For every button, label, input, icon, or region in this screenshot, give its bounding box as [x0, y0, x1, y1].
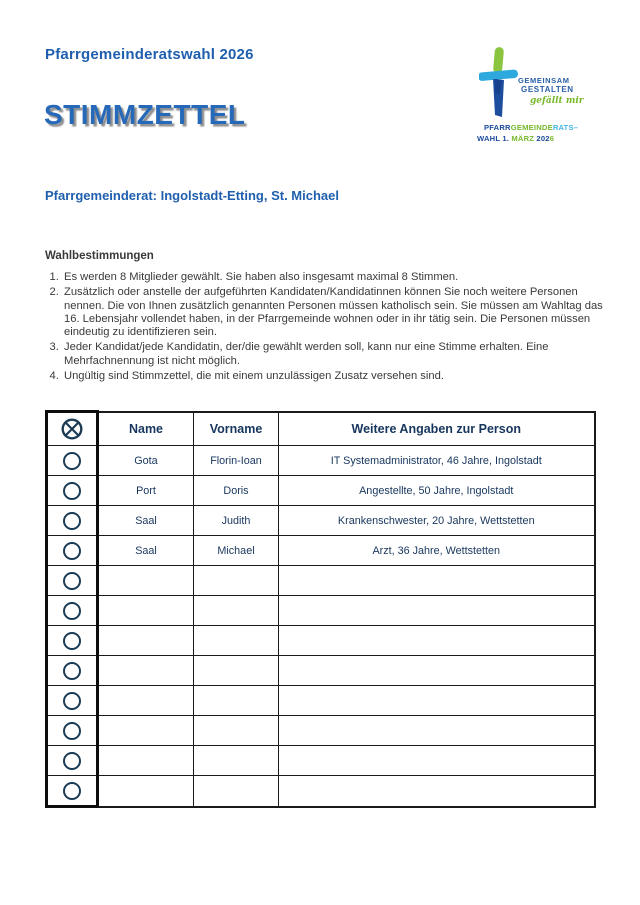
cell-vorname: [194, 626, 279, 656]
cell-info: Angestellte, 50 Jahre, Ingolstadt: [279, 476, 595, 506]
rules-list: [45, 271, 618, 385]
vote-cell[interactable]: [47, 446, 98, 476]
cell-name: [98, 776, 194, 807]
vote-cell[interactable]: [47, 566, 98, 596]
vote-cell[interactable]: [47, 686, 98, 716]
campaign-text-part: GEMEINDE: [510, 123, 553, 132]
write-in-row: [47, 716, 595, 746]
cell-info: [279, 626, 595, 656]
rules-heading: Wahlbestimmungen: [45, 250, 154, 262]
vote-circle-icon[interactable]: [63, 752, 81, 770]
cell-info: Arzt, 36 Jahre, Wettstetten: [279, 536, 595, 566]
candidate-row: [47, 536, 595, 566]
cell-name: [98, 656, 194, 686]
cell-vorname: [194, 656, 279, 686]
cell-info: [279, 686, 595, 716]
cell-name: [98, 686, 194, 716]
campaign-text-part: WAHL 1.: [477, 134, 512, 143]
campaign-text-line2: [477, 134, 554, 143]
cell-info: [279, 566, 595, 596]
cell-vorname: [194, 686, 279, 716]
campaign-text-line1: [484, 123, 578, 132]
campaign-text-part: 202: [534, 134, 550, 143]
candidate-row: [47, 506, 595, 536]
rule-item: 4. Ungültig sind Stimmzettel, die mit einem unzulässigen Zusatz versehen sind.: [62, 370, 618, 383]
cell-info: [279, 596, 595, 626]
campaign-text-part: 6: [549, 134, 555, 143]
cell-info: Krankenschwester, 20 Jahre, Wettstetten: [279, 506, 595, 536]
vote-circle-icon[interactable]: [63, 662, 81, 680]
cell-vorname: [194, 776, 279, 807]
vote-circle-icon[interactable]: [63, 512, 81, 530]
vote-cell[interactable]: [47, 626, 98, 656]
vote-mark-header-cell: [47, 412, 98, 446]
rule-item: 3. Jeder Kandidat/jede Kandidatin, der/die gewählt werden soll, kann nur eine Stimme erhalten. Eine Mehrfachnennung ist nicht möglich.: [62, 341, 618, 368]
logo-text-gestalten: GESTALTEN: [521, 85, 574, 94]
candidate-row: [47, 446, 595, 476]
cell-vorname: [194, 716, 279, 746]
candidates-table: [45, 410, 596, 808]
table-header-row: [47, 412, 595, 446]
vote-cell[interactable]: [47, 716, 98, 746]
cell-vorname: Doris: [194, 476, 279, 506]
cell-info: [279, 776, 595, 807]
cell-info: [279, 656, 595, 686]
cell-vorname: [194, 596, 279, 626]
vote-circle-icon[interactable]: [63, 632, 81, 650]
rule-item: 1. Es werden 8 Mitglieder gewählt. Sie haben also insgesamt maximal 8 Stimmen.: [62, 271, 618, 284]
write-in-row: [47, 686, 595, 716]
write-in-row: [47, 596, 595, 626]
cell-vorname: [194, 746, 279, 776]
write-in-row: [47, 656, 595, 686]
campaign-text-part: MÄRZ: [511, 134, 535, 143]
vote-circle-icon[interactable]: [63, 692, 81, 710]
cell-vorname: Michael: [194, 536, 279, 566]
vote-circle-icon[interactable]: [63, 782, 81, 800]
cell-name: [98, 596, 194, 626]
write-in-row: [47, 776, 595, 807]
cell-info: IT Systemadministrator, 46 Jahre, Ingolstadt: [279, 446, 595, 476]
campaign-text-part: PFARR: [484, 123, 511, 132]
cell-name: Saal: [98, 536, 194, 566]
brush-cross-icon: [479, 46, 519, 118]
write-in-row: [47, 746, 595, 776]
vote-cell[interactable]: [47, 476, 98, 506]
vote-circle-icon[interactable]: [63, 722, 81, 740]
column-header-info: Weitere Angaben zur Person: [279, 412, 595, 446]
write-in-row: [47, 626, 595, 656]
vote-cell[interactable]: [47, 776, 98, 807]
cell-name: [98, 746, 194, 776]
cell-vorname: [194, 566, 279, 596]
cell-name: Port: [98, 476, 194, 506]
vote-cell[interactable]: [47, 506, 98, 536]
column-header-name: Name: [98, 412, 194, 446]
logo-text-gemeinsam: GEMEINSAM: [518, 76, 570, 85]
logo-tagline: gefällt mir: [530, 96, 584, 106]
cell-vorname: Florin-Ioan: [194, 446, 279, 476]
cell-name: Saal: [98, 506, 194, 536]
vote-cell[interactable]: [47, 746, 98, 776]
vote-circle-icon[interactable]: [63, 542, 81, 560]
cell-name: Gota: [98, 446, 194, 476]
vote-circle-icon[interactable]: [63, 572, 81, 590]
vote-circle-icon[interactable]: [63, 602, 81, 620]
ballot-heading: STIMMZETTEL: [44, 99, 246, 130]
vote-cell[interactable]: [47, 656, 98, 686]
parish-line: Pfarrgemeinderat: Ingolstadt-Etting, St. Michael: [45, 188, 339, 203]
cell-vorname: Judith: [194, 506, 279, 536]
candidate-row: [47, 476, 595, 506]
vote-circle-icon[interactable]: [63, 452, 81, 470]
cell-info: [279, 746, 595, 776]
cell-name: [98, 716, 194, 746]
vote-cell[interactable]: [47, 596, 98, 626]
column-header-vorname: Vorname: [194, 412, 279, 446]
cell-info: [279, 716, 595, 746]
campaign-logo: [477, 43, 597, 155]
rule-item: 2. Zusätzlich oder anstelle der aufgeführten Kandidaten/Kandidatinnen können Sie noch weitere Personen nennen. Die von Ihnen zusätzlich genannten Personen müssen katholisch sein. Sie müssen am Wahltag das 16. Lebensjahr vollendet haben, in der Pfarrgemeinde wohnen oder in ihr tätig sein. Die Personen müssen eindeutig zu identifizieren sein.: [62, 286, 618, 339]
vote-cell[interactable]: [47, 536, 98, 566]
campaign-text-part: RATS–: [552, 123, 579, 132]
cell-name: [98, 566, 194, 596]
crossed-circle-icon: [61, 418, 83, 440]
page-title: Pfarrgemeinderatswahl 2026: [45, 46, 254, 63]
cell-name: [98, 626, 194, 656]
vote-circle-icon[interactable]: [63, 482, 81, 500]
write-in-row: [47, 566, 595, 596]
